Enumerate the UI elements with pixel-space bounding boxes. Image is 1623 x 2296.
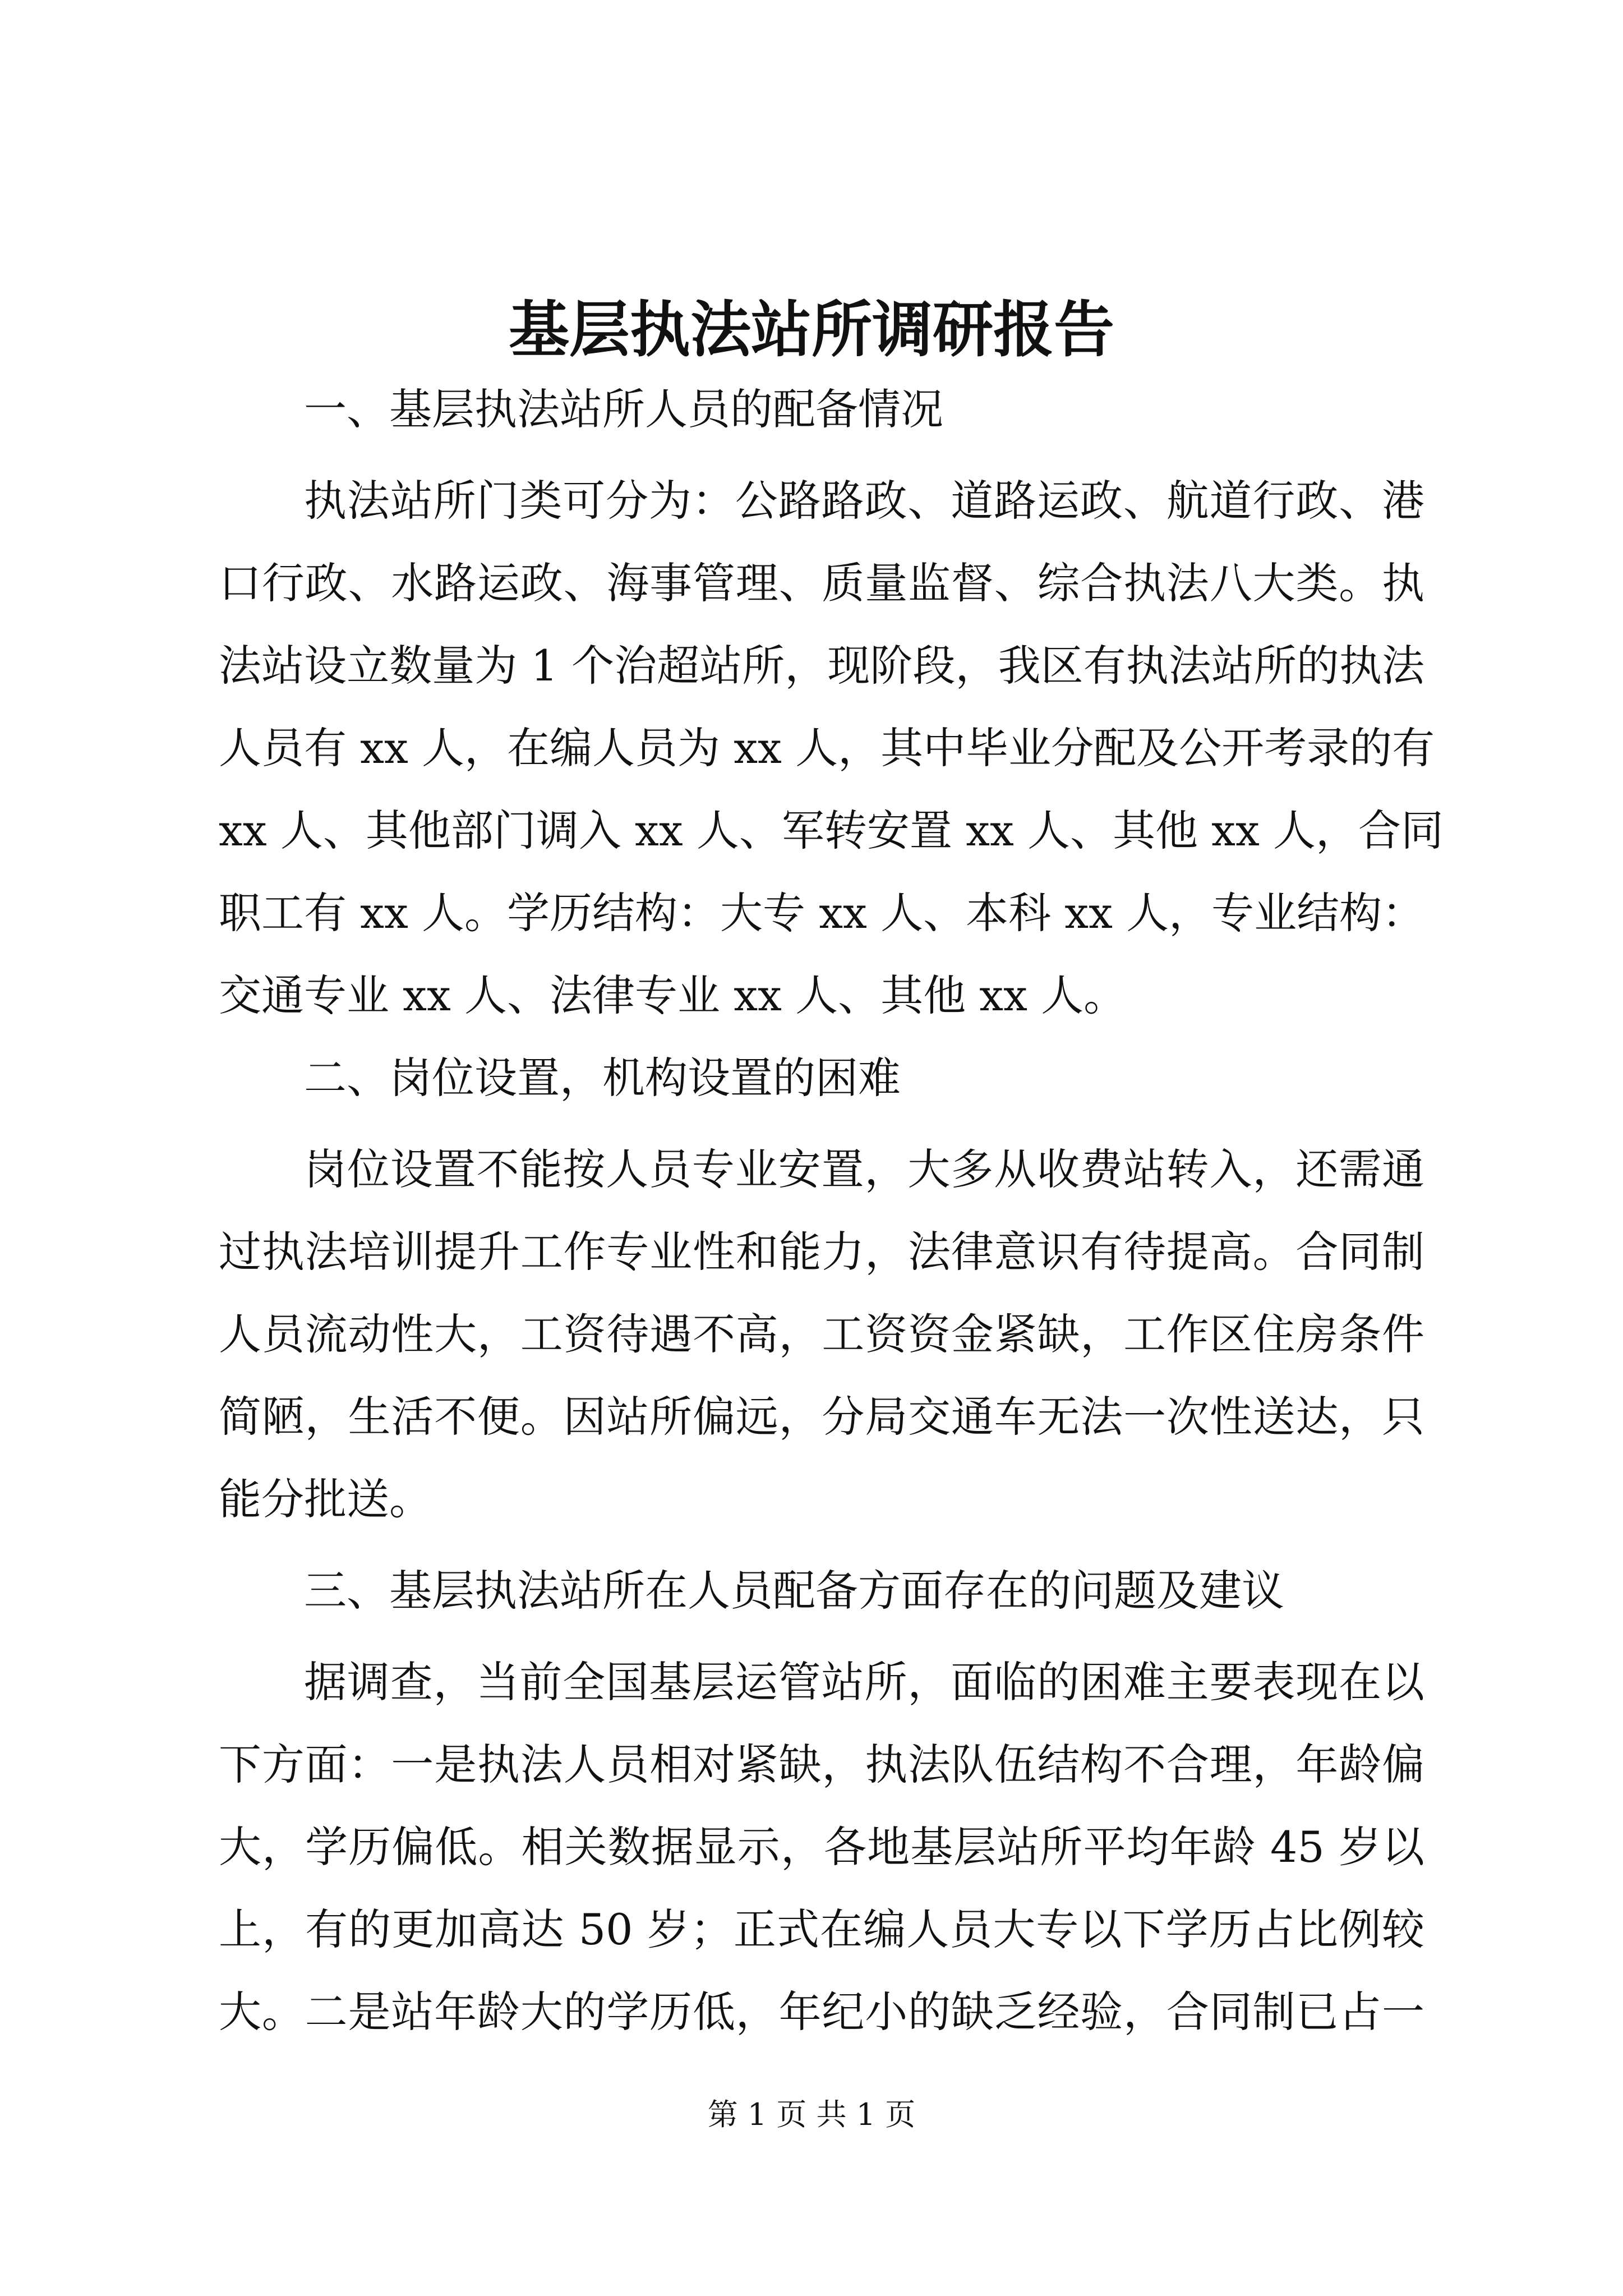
paragraph-line: 过执法培训提升工作专业性和能力，法律意识有待提高。合同制 [219,1227,1424,1277]
paragraph-line: 交通专业 xx 人、法律专业 xx 人、其他 xx 人。 [219,970,1127,1020]
paragraph-line: 大。二是站年龄大的学历低，年纪小的缺乏经验，合同制已占一 [219,1987,1424,2037]
page-number-footer: 第 1 页 共 1 页 [707,2097,916,2132]
paragraph-line: 人员流动性大，工资待遇不高，工资资金紧缺，工作区住房条件 [219,1309,1424,1359]
section-heading-3: 三、基层执法站所在人员配备方面存在的问题及建议 [304,1566,1284,1616]
paragraph-line: 上，有的更加高达 50 岁；正式在编人员大专以下学历占比例较 [219,1904,1424,1954]
paragraph-line: xx 人、其他部门调入 xx 人、军转安置 xx 人、其他 xx 人，合同 [219,806,1444,855]
paragraph-line: 下方面：一是执法人员相对紧缺，执法队伍结构不合理，年龄偏 [219,1740,1424,1789]
paragraph-line: 执法站所门类可分为：公路路政、道路运政、航道行政、港 [304,476,1424,526]
section-heading-1: 一、基层执法站所人员的配备情况 [304,384,943,434]
paragraph-line: 大，学历偏低。相关数据显示，各地基层站所平均年龄 45 岁以 [219,1822,1424,1872]
paragraph-line: 岗位设置不能按人员专业安置，大多从收费站转入，还需通 [304,1144,1424,1194]
paragraph-line: 法站设立数量为 1 个治超站所，现阶段，我区有执法站所的执法 [219,641,1424,691]
paragraph-line: 据调查，当前全国基层运管站所，面临的困难主要表现在以 [304,1657,1424,1707]
paragraph-line: 职工有 xx 人。学历结构：大专 xx 人、本科 xx 人，专业结构： [219,888,1425,938]
document-title: 基层执法站所调研报告 [508,295,1114,365]
section-heading-2: 二、岗位设置，机构设置的困难 [304,1053,901,1103]
paragraph-line: 简陋，生活不便。因站所偏远，分局交通车无法一次性送达，只 [219,1392,1424,1442]
paragraph-line: 口行政、水路运政、海事管理、质量监督、综合执法八大类。执 [219,558,1424,608]
paragraph-line: 能分批送。 [219,1474,432,1524]
paragraph-line: 人员有 xx 人，在编人员为 xx 人，其中毕业分配及公开考录的有 [219,723,1435,773]
